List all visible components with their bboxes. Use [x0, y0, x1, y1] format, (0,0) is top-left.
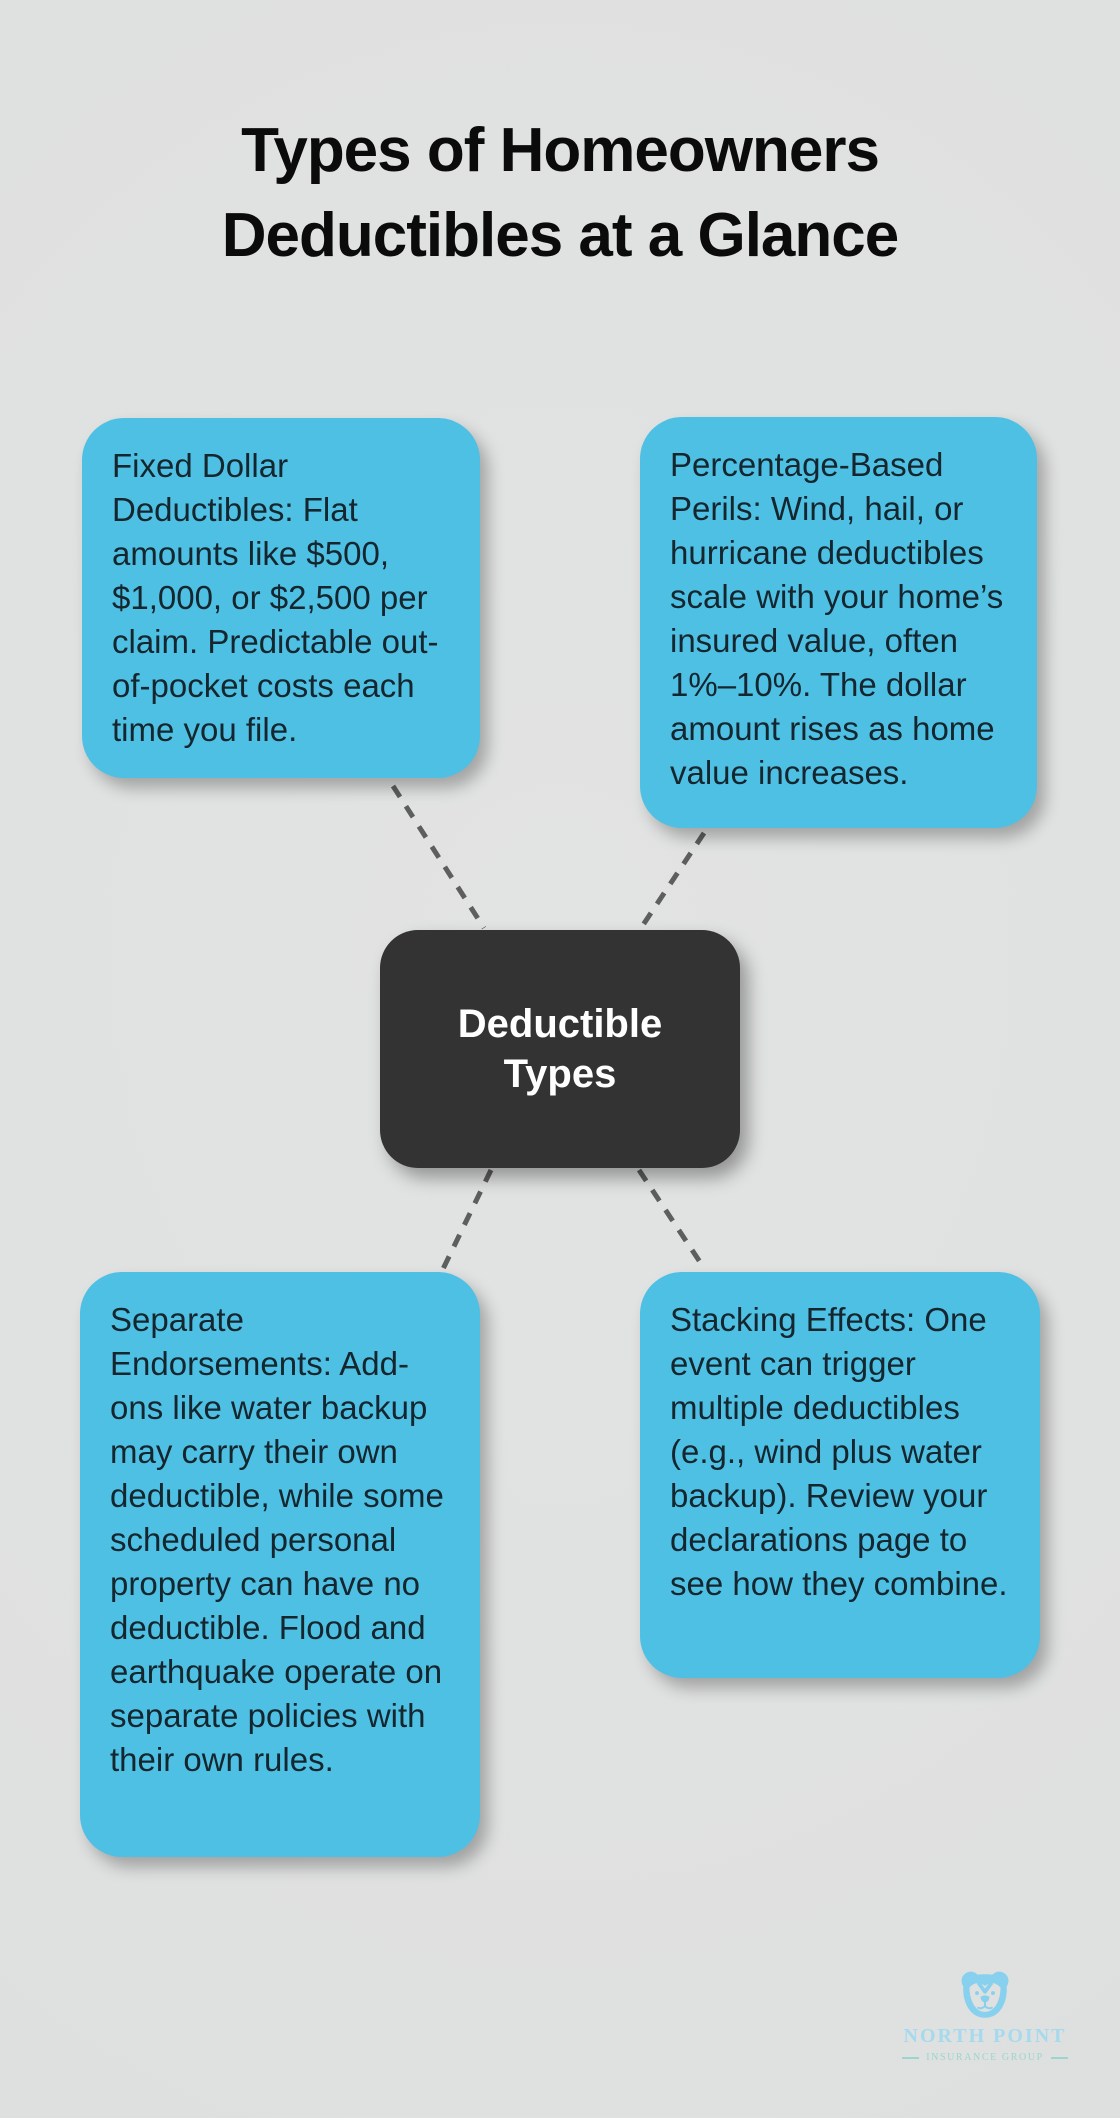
- connector-line-top-right: [641, 833, 704, 928]
- brand-name: NORTH POINT: [903, 2025, 1067, 2047]
- center-node-label: Deductible Types: [457, 1002, 663, 1096]
- node-card-text: Stacking Effects: One event can trigger multiple deductibles (e.g., wind plus water backup). Review your declarations page to see how they combine.: [670, 1301, 1008, 1602]
- title-line-1: Types of Homeowners: [241, 116, 879, 185]
- tagline-dash: [1051, 2057, 1068, 2059]
- node-card-text: Fixed Dollar Deductibles: Flat amounts like $500, $1,000, or $2,500 per claim. Predictable out-of-pocket costs each time you file.: [112, 447, 439, 748]
- brand-tagline-row: [899, 2052, 1071, 2063]
- node-card-stacking-effects: [640, 1272, 1040, 1678]
- node-card-percentage-based: [640, 417, 1037, 828]
- infographic-title: [0, 108, 1120, 278]
- tagline-dash: [902, 2057, 919, 2059]
- brand-logo: [899, 1970, 1071, 2063]
- node-card-fixed-dollar: [82, 418, 480, 778]
- connector-line-bottom-left: [443, 1170, 491, 1269]
- node-card-text: Percentage-Based Perils: Wind, hail, or hurricane deductibles scale with your home’s insured value, often 1%–10%. The dollar amount rises as home value increases.: [670, 446, 1004, 791]
- connector-line-top-left: [393, 786, 484, 928]
- bear-icon: [958, 1970, 1012, 2022]
- title-line-2: Deductibles at a Glance: [221, 201, 899, 270]
- center-node: [380, 930, 740, 1168]
- connector-line-bottom-right: [639, 1170, 704, 1268]
- brand-tagline: INSURANCE GROUP: [926, 2052, 1044, 2063]
- node-card-text: Separate Endorsements: Add-ons like water backup may carry their own deductible, while some scheduled personal property can have no deductible. Flood and earthquake operate on separate policies with their own rules.: [110, 1301, 444, 1778]
- node-card-separate-endorsements: [80, 1272, 480, 1857]
